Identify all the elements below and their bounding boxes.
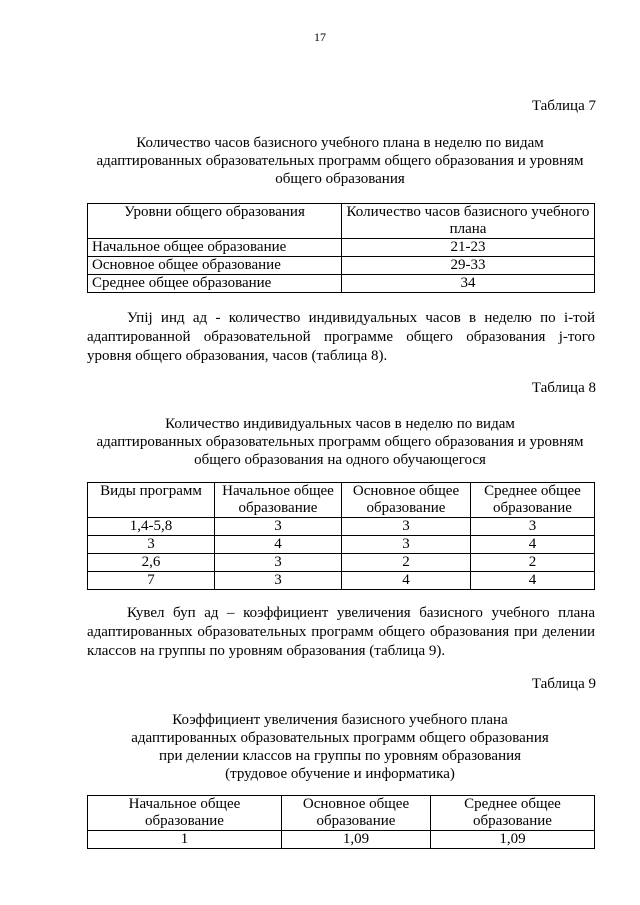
table7-cell: 29-33 — [342, 257, 595, 275]
table-row — [88, 536, 595, 554]
table8-title — [60, 415, 620, 469]
table-row — [88, 831, 595, 849]
table8-cell: 3 — [471, 518, 595, 536]
table8-cell: 4 — [215, 536, 342, 554]
table8-cell: 2,6 — [88, 554, 215, 572]
table9-title — [60, 711, 620, 783]
table8-label: Таблица 8 — [531, 380, 596, 396]
paragraph-kuvel — [87, 604, 595, 661]
table9-header: Основное общее образование — [282, 796, 431, 831]
table9-header: Среднее общее образование — [431, 796, 595, 831]
table-row — [88, 572, 595, 590]
table7-cell: Начальное общее образование — [88, 239, 342, 257]
table9 — [87, 795, 595, 849]
table7-cell: Среднее общее образование — [88, 275, 342, 293]
table-row — [88, 554, 595, 572]
table7-label: Таблица 7 — [531, 98, 596, 114]
table9-cell: 1,09 — [431, 831, 595, 849]
table7-header-level: Уровни общего образования — [88, 204, 342, 239]
table9-title-line: при делении классов на группы по уровням образования — [158, 748, 522, 764]
table8-cell: 3 — [215, 554, 342, 572]
paragraph-text: Упij инд ад - количество индивидуальных часов в неделю по i-той адаптированной образовательной программе общего образования j-того уровня общего образования, часов (таблица 8). — [87, 310, 595, 364]
table7-header-hours: Количество часов базисного учебного плана — [342, 204, 595, 239]
table8-title-line: адаптированных образовательных программ общего образования и уровням — [96, 434, 584, 450]
table-row — [88, 257, 595, 275]
table8-header: Основное общее образование — [342, 483, 471, 518]
table8-header: Виды программ — [88, 483, 215, 518]
table8-title-line: общего образования на одного обучающегося — [194, 452, 486, 468]
table8-cell: 3 — [342, 518, 471, 536]
table8-cell: 1,4-5,8 — [88, 518, 215, 536]
table7-cell: 34 — [342, 275, 595, 293]
table7-cell: Основное общее образование — [88, 257, 342, 275]
table8-cell: 3 — [215, 518, 342, 536]
table8-cell: 3 — [88, 536, 215, 554]
table8-cell: 7 — [88, 572, 215, 590]
page-number: 17 — [314, 30, 326, 44]
table7-title-line: Количество часов базисного учебного плана в неделю по видам — [136, 135, 544, 151]
table9-header: Начальное общее образование — [88, 796, 282, 831]
table8-header: Начальное общее образование — [215, 483, 342, 518]
table8-cell: 3 — [215, 572, 342, 590]
table-row — [88, 239, 595, 257]
table8-title-line: Количество индивидуальных часов в неделю по видам — [165, 416, 515, 432]
table8 — [87, 482, 595, 590]
table7-title-line: общего образования — [275, 171, 405, 187]
table8-cell: 2 — [342, 554, 471, 572]
table9-title-line: адаптированных образовательных программ общего образования — [131, 730, 549, 746]
table8-cell: 4 — [471, 572, 595, 590]
table9-cell: 1,09 — [282, 831, 431, 849]
table9-title-line: (трудовое обучение и информатика) — [225, 766, 455, 782]
table-header-row — [88, 204, 595, 239]
table8-cell: 4 — [342, 572, 471, 590]
table-row — [88, 275, 595, 293]
table9-cell: 1 — [88, 831, 282, 849]
table7-cell: 21-23 — [342, 239, 595, 257]
paragraph-upij — [87, 309, 595, 366]
table7-title-line: адаптированных образовательных программ общего образования и уровням — [96, 153, 584, 169]
table9-title-line: Коэффициент увеличения базисного учебного плана — [172, 712, 508, 728]
table8-header: Среднее общее образование — [471, 483, 595, 518]
table7-title — [60, 134, 620, 188]
table7 — [87, 203, 595, 293]
table-row — [88, 518, 595, 536]
table-header-row — [88, 483, 595, 518]
table9-label: Таблица 9 — [531, 676, 596, 692]
table8-cell: 4 — [471, 536, 595, 554]
table8-cell: 2 — [471, 554, 595, 572]
table8-cell: 3 — [342, 536, 471, 554]
table-header-row — [88, 796, 595, 831]
paragraph-text: Кувел буп ад – коэффициент увеличения базисного учебного плана адаптированных образовательных программ общего образования при делении классов на группы по уровням образования (таблица 9). — [87, 605, 595, 659]
